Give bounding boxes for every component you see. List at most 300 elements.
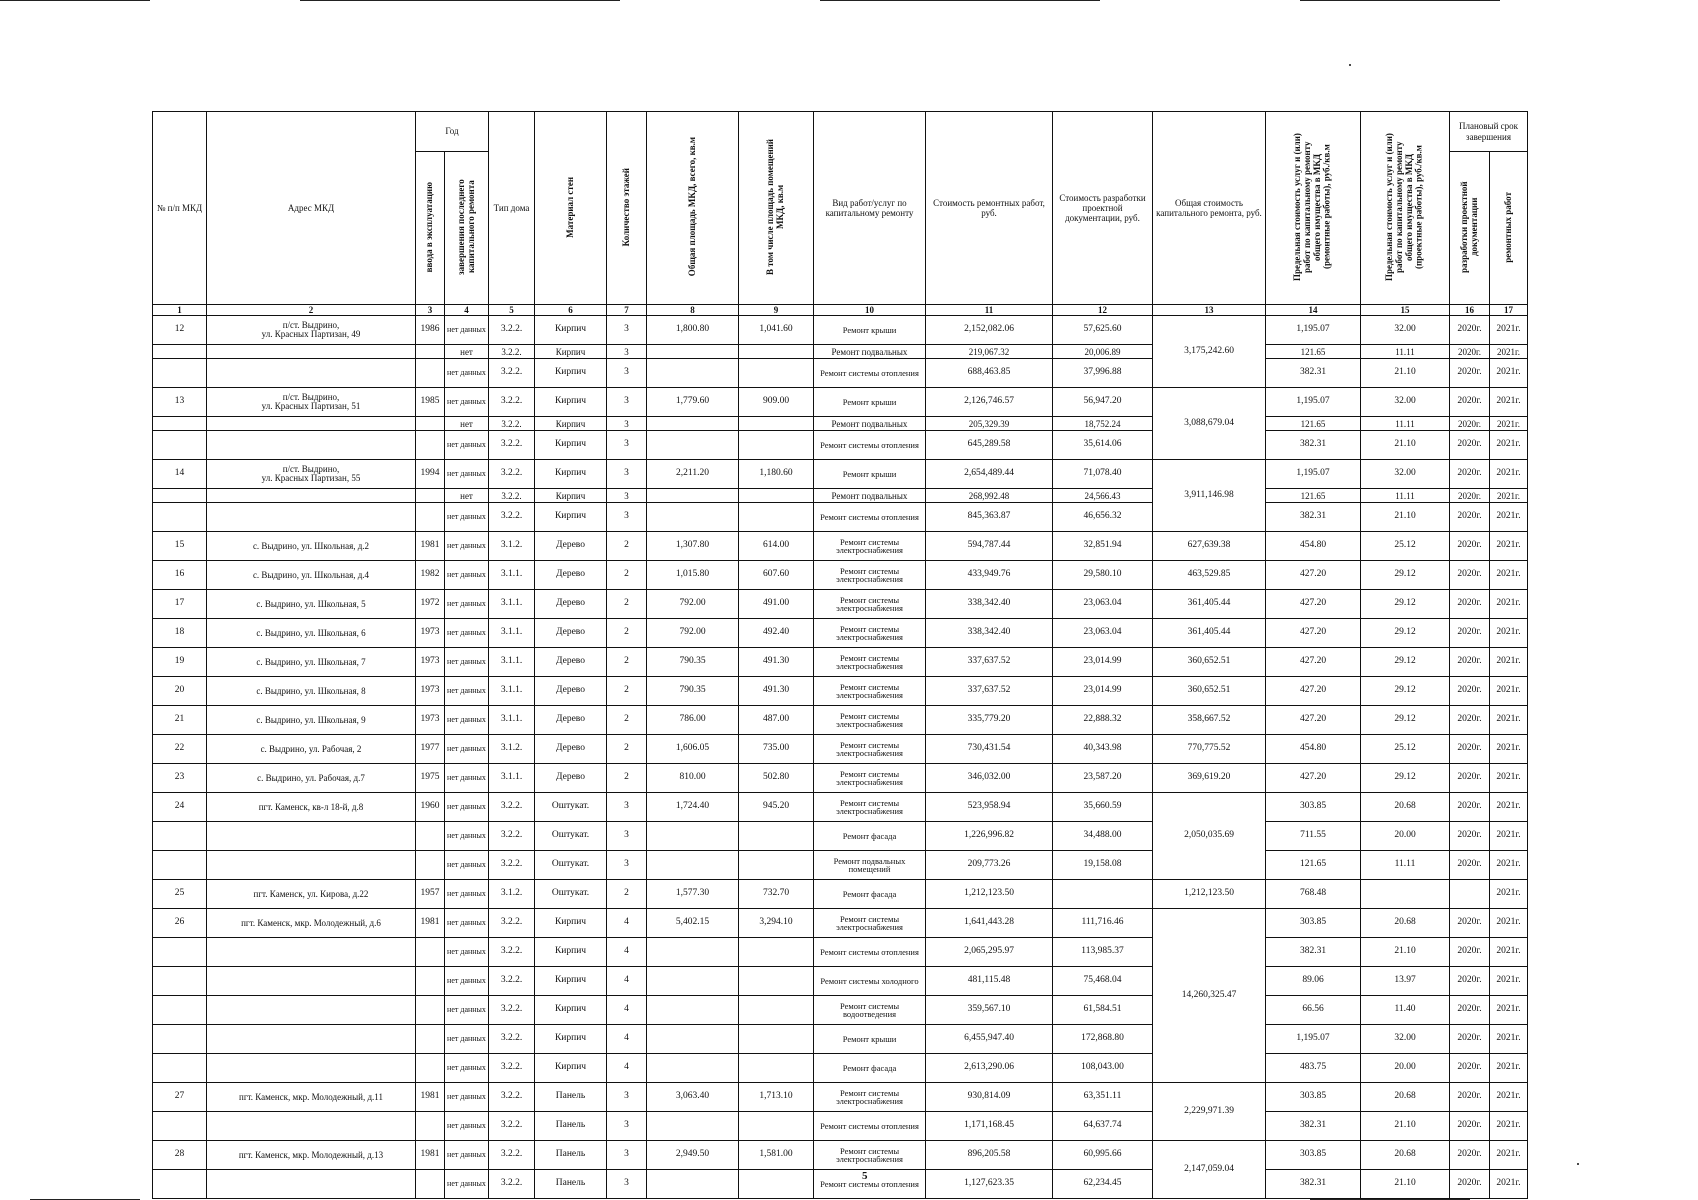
header-limit-repair [1266, 112, 1361, 305]
cell-total-area: 790.35 [647, 677, 739, 706]
cell-premises-area: 614.00 [739, 532, 814, 561]
cell-address: пгт. Каменск, кв-л 18-й, д.8 [207, 793, 416, 822]
cell-design-cost: 23,014.99 [1053, 677, 1153, 706]
cell-floors: 3 [607, 489, 647, 503]
cell-wall-material: Кирпич [535, 359, 607, 388]
column-number-cell: 4 [445, 305, 489, 316]
cell-house-type: 3.2.2. [489, 822, 535, 851]
cell-year-commission: 1973 [416, 677, 445, 706]
cell-address: пгт. Каменск, ул. Кирова, д.22 [207, 880, 416, 909]
cell-house-number [153, 431, 207, 460]
cell-deadline-repair: 2021г. [1490, 851, 1528, 880]
table-row [153, 417, 1528, 431]
cell-limit-repair: 382.31 [1266, 1170, 1361, 1199]
cell-work-type: Ремонт системы отопления [814, 359, 926, 388]
cell-house-type: 3.2.2. [489, 417, 535, 431]
cell-limit-repair: 768.48 [1266, 880, 1361, 909]
cell-year-last-repair: нет данных [445, 793, 489, 822]
cell-house-type: 3.2.2. [489, 1112, 535, 1141]
cell-design-cost: 23,014.99 [1053, 648, 1153, 677]
cell-floors: 2 [607, 532, 647, 561]
cell-work-type: Ремонт фасада [814, 822, 926, 851]
cell-wall-material: Оштукат. [535, 880, 607, 909]
cell-address [207, 1170, 416, 1199]
header-limit-design-text: Предельная стоимость услуг и (или) работ по капитальному ремонту общего имущества в МКД (проектные работы), руб./кв.м [1384, 133, 1424, 281]
cell-total-cost: 360,652.51 [1153, 677, 1266, 706]
cell-premises-area: 491.30 [739, 648, 814, 677]
cell-repair-cost: 2,126,746.57 [926, 388, 1053, 417]
cell-deadline-design: 2020г. [1450, 909, 1490, 938]
cell-total-area: 2,211.20 [647, 460, 739, 489]
cell-total-cost: 361,405.44 [1153, 619, 1266, 648]
cell-total-area: 1,779.60 [647, 388, 739, 417]
cell-limit-repair: 454.80 [1266, 532, 1361, 561]
cell-premises-area: 607.60 [739, 561, 814, 590]
cell-address: с. Выдрино, ул. Школьная, 6 [207, 619, 416, 648]
cell-limit-design: 32.00 [1361, 388, 1450, 417]
cell-premises-area: 735.00 [739, 735, 814, 764]
table-row [153, 764, 1528, 793]
cell-design-cost: 35,660.59 [1053, 793, 1153, 822]
cell-premises-area: 487.00 [739, 706, 814, 735]
cell-deadline-repair: 2021г. [1490, 316, 1528, 345]
cell-limit-repair: 1,195.07 [1266, 1025, 1361, 1054]
cell-work-type: Ремонт фасада [814, 1054, 926, 1083]
cell-total-area [647, 503, 739, 532]
cell-house-number: 28 [153, 1141, 207, 1170]
cell-deadline-design: 2020г. [1450, 851, 1490, 880]
cell-house-type: 3.1.1. [489, 677, 535, 706]
cell-year-last-repair: нет данных [445, 909, 489, 938]
cell-floors: 3 [607, 388, 647, 417]
cell-total-cost: 2,229,971.39 [1153, 1083, 1266, 1141]
cell-floors: 3 [607, 431, 647, 460]
cell-limit-repair: 382.31 [1266, 1112, 1361, 1141]
cell-wall-material: Кирпич [535, 345, 607, 359]
cell-house-type: 3.2.2. [489, 851, 535, 880]
cell-deadline-design: 2020г. [1450, 359, 1490, 388]
header-premises-area [739, 112, 814, 305]
cell-repair-cost: 730,431.54 [926, 735, 1053, 764]
cell-year-commission [416, 1112, 445, 1141]
cell-floors: 3 [607, 851, 647, 880]
cell-total-area [647, 851, 739, 880]
cell-total-area: 3,063.40 [647, 1083, 739, 1112]
column-number-cell: 16 [1450, 305, 1490, 316]
cell-address: с. Выдрино, ул. Школьная, 5 [207, 590, 416, 619]
cell-limit-design: 20.68 [1361, 1083, 1450, 1112]
cell-work-type: Ремонт крыши [814, 388, 926, 417]
cell-total-cost: 358,667.52 [1153, 706, 1266, 735]
cell-address: с. Выдрино, ул. Школьная, д.2 [207, 532, 416, 561]
cell-house-type: 3.1.2. [489, 880, 535, 909]
cell-design-cost: 32,851.94 [1053, 532, 1153, 561]
cell-year-commission [416, 489, 445, 503]
cell-floors: 3 [607, 460, 647, 489]
cell-repair-cost: 1,641,443.28 [926, 909, 1053, 938]
column-number-row [153, 305, 1528, 316]
cell-deadline-repair: 2021г. [1490, 1141, 1528, 1170]
cell-design-cost: 71,078.40 [1053, 460, 1153, 489]
cell-year-commission [416, 822, 445, 851]
cell-repair-cost: 523,958.94 [926, 793, 1053, 822]
table-row [153, 388, 1528, 417]
cell-design-cost: 64,637.74 [1053, 1112, 1153, 1141]
scan-edge-rule [300, 0, 620, 1]
cell-year-commission [416, 967, 445, 996]
cell-floors: 2 [607, 677, 647, 706]
cell-house-type: 3.1.2. [489, 735, 535, 764]
cell-house-type: 3.2.2. [489, 996, 535, 1025]
table-row [153, 996, 1528, 1025]
cell-address [207, 431, 416, 460]
cell-address [207, 1054, 416, 1083]
cell-house-type: 3.2.2. [489, 938, 535, 967]
cell-repair-cost: 1,127,623.35 [926, 1170, 1053, 1199]
cell-deadline-design: 2020г. [1450, 316, 1490, 345]
cell-work-type: Ремонт фасада [814, 880, 926, 909]
cell-deadline-repair: 2021г. [1490, 1112, 1528, 1141]
cell-limit-repair: 303.85 [1266, 793, 1361, 822]
cell-wall-material: Дерево [535, 735, 607, 764]
cell-limit-design [1361, 880, 1450, 909]
cell-limit-design: 11.40 [1361, 996, 1450, 1025]
cell-limit-repair: 303.85 [1266, 1083, 1361, 1112]
cell-year-last-repair: нет данных [445, 822, 489, 851]
cell-repair-cost: 433,949.76 [926, 561, 1053, 590]
cell-total-cost: 770,775.52 [1153, 735, 1266, 764]
table-row [153, 1054, 1528, 1083]
cell-address: с. Выдрино, ул. Школьная, д.4 [207, 561, 416, 590]
cell-repair-cost: 2,654,489.44 [926, 460, 1053, 489]
cell-work-type: Ремонт системы отопления [814, 1170, 926, 1199]
cell-design-cost: 19,158.08 [1053, 851, 1153, 880]
cell-limit-design: 21.10 [1361, 938, 1450, 967]
cell-design-cost: 172,868.80 [1053, 1025, 1153, 1054]
cell-deadline-design: 2020г. [1450, 460, 1490, 489]
table-row [153, 532, 1528, 561]
column-number-cell: 1 [153, 305, 207, 316]
header-repair-cost: Стоимость ремонтных работ, руб. [926, 112, 1053, 305]
cell-design-cost: 22,888.32 [1053, 706, 1153, 735]
cell-limit-repair: 427.20 [1266, 677, 1361, 706]
cell-year-commission [416, 851, 445, 880]
table-row [153, 1141, 1528, 1170]
cell-total-area [647, 489, 739, 503]
cell-limit-repair: 454.80 [1266, 735, 1361, 764]
cell-premises-area: 491.00 [739, 590, 814, 619]
cell-deadline-design: 2020г. [1450, 1112, 1490, 1141]
cell-limit-design: 29.12 [1361, 648, 1450, 677]
cell-house-number [153, 489, 207, 503]
cell-repair-cost: 1,212,123.50 [926, 880, 1053, 909]
cell-wall-material: Дерево [535, 590, 607, 619]
cell-limit-design: 25.12 [1361, 735, 1450, 764]
cell-year-last-repair: нет данных [445, 503, 489, 532]
cell-repair-cost: 359,567.10 [926, 996, 1053, 1025]
cell-design-cost: 46,656.32 [1053, 503, 1153, 532]
cell-year-last-repair: нет данных [445, 1112, 489, 1141]
cell-wall-material: Кирпич [535, 967, 607, 996]
cell-premises-area: 945.20 [739, 793, 814, 822]
cell-premises-area [739, 417, 814, 431]
table-header-row [153, 112, 1528, 152]
cell-work-type: Ремонт системы отопления [814, 431, 926, 460]
cell-design-cost: 24,566.43 [1053, 489, 1153, 503]
cell-year-last-repair: нет данных [445, 648, 489, 677]
cell-total-area: 2,949.50 [647, 1141, 739, 1170]
cell-work-type: Ремонт системы электроснабжения [814, 1141, 926, 1170]
cell-deadline-repair: 2021г. [1490, 388, 1528, 417]
cell-wall-material: Кирпич [535, 996, 607, 1025]
cell-house-number [153, 345, 207, 359]
cell-premises-area: 909.00 [739, 388, 814, 417]
header-deadline-design [1450, 152, 1490, 305]
cell-year-last-repair: нет данных [445, 431, 489, 460]
cell-limit-repair: 427.20 [1266, 619, 1361, 648]
cell-deadline-design: 2020г. [1450, 561, 1490, 590]
header-year-group: Год [416, 112, 489, 152]
cell-year-last-repair: нет данных [445, 460, 489, 489]
cell-year-last-repair: нет данных [445, 1170, 489, 1199]
cell-repair-cost: 337,637.52 [926, 648, 1053, 677]
cell-deadline-repair: 2021г. [1490, 1170, 1528, 1199]
cell-limit-design: 20.68 [1361, 1141, 1450, 1170]
cell-floors: 3 [607, 1141, 647, 1170]
cell-year-last-repair: нет данных [445, 677, 489, 706]
header-deadline-group: Плановый срок завершения [1450, 112, 1528, 152]
cell-house-number [153, 1170, 207, 1199]
table-row [153, 316, 1528, 345]
cell-total-area: 1,307.80 [647, 532, 739, 561]
cell-address: с. Выдрино, ул. Школьная, 9 [207, 706, 416, 735]
cell-house-type: 3.2.2. [489, 345, 535, 359]
cell-floors: 3 [607, 345, 647, 359]
cell-design-cost: 23,587.20 [1053, 764, 1153, 793]
scan-speck [1349, 64, 1351, 66]
header-house-type: Тип дома [489, 112, 535, 305]
cell-limit-design: 32.00 [1361, 1025, 1450, 1054]
cell-total-area [647, 996, 739, 1025]
table-row [153, 851, 1528, 880]
cell-work-type: Ремонт системы электроснабжения [814, 619, 926, 648]
cell-deadline-repair: 2021г. [1490, 793, 1528, 822]
cell-deadline-design: 2020г. [1450, 822, 1490, 851]
cell-floors: 2 [607, 590, 647, 619]
cell-deadline-design: 2020г. [1450, 619, 1490, 648]
table-row [153, 1025, 1528, 1054]
cell-deadline-repair: 2021г. [1490, 619, 1528, 648]
cell-year-commission [416, 417, 445, 431]
cell-design-cost: 111,716.46 [1053, 909, 1153, 938]
cell-total-cost: 3,911,146.98 [1153, 460, 1266, 532]
cell-repair-cost: 2,613,290.06 [926, 1054, 1053, 1083]
cell-house-number [153, 822, 207, 851]
cell-design-cost: 34,488.00 [1053, 822, 1153, 851]
cell-limit-repair: 303.85 [1266, 909, 1361, 938]
cell-total-cost: 3,175,242.60 [1153, 316, 1266, 388]
cell-deadline-design [1450, 880, 1490, 909]
cell-house-number: 14 [153, 460, 207, 489]
cell-floors: 4 [607, 1025, 647, 1054]
cell-house-type: 3.2.2. [489, 431, 535, 460]
cell-deadline-design: 2020г. [1450, 996, 1490, 1025]
cell-address: пгт. Каменск, мкр. Молодежный, д.13 [207, 1141, 416, 1170]
table-row [153, 460, 1528, 489]
table-row [153, 677, 1528, 706]
cell-total-area: 792.00 [647, 590, 739, 619]
cell-wall-material: Дерево [535, 561, 607, 590]
cell-house-type: 3.2.2. [489, 316, 535, 345]
cell-repair-cost: 6,455,947.40 [926, 1025, 1053, 1054]
cell-year-last-repair: нет данных [445, 1083, 489, 1112]
cell-address: п/ст. Выдрино, ул. Красных Партизан, 51 [207, 388, 416, 417]
cell-deadline-design: 2020г. [1450, 1083, 1490, 1112]
cell-total-cost: 2,147,059.04 [1153, 1141, 1266, 1199]
cell-repair-cost: 209,773.26 [926, 851, 1053, 880]
header-no: № п/п МКД [153, 112, 207, 305]
cell-total-area [647, 417, 739, 431]
cell-total-area [647, 1054, 739, 1083]
cell-total-area [647, 431, 739, 460]
cell-deadline-repair: 2021г. [1490, 417, 1528, 431]
cell-limit-repair: 427.20 [1266, 706, 1361, 735]
cell-premises-area: 491.30 [739, 677, 814, 706]
cell-floors: 3 [607, 1112, 647, 1141]
cell-deadline-repair: 2021г. [1490, 489, 1528, 503]
column-number-cell: 7 [607, 305, 647, 316]
cell-address [207, 345, 416, 359]
cell-house-number: 23 [153, 764, 207, 793]
cell-house-number: 13 [153, 388, 207, 417]
header-wall-material [535, 112, 607, 305]
cell-year-commission [416, 1170, 445, 1199]
table-row [153, 706, 1528, 735]
cell-address [207, 967, 416, 996]
cell-address [207, 938, 416, 967]
cell-premises-area [739, 431, 814, 460]
cell-total-area [647, 359, 739, 388]
cell-work-type: Ремонт системы электроснабжения [814, 677, 926, 706]
cell-total-area [647, 1112, 739, 1141]
cell-floors: 4 [607, 996, 647, 1025]
header-limit-repair-text: Предельная стоимость услуг и (или) работ по капитальному ремонту общего имущества в МКД (ремонтные работы), руб./кв.м [1292, 133, 1332, 281]
cell-year-commission: 1994 [416, 460, 445, 489]
cell-floors: 3 [607, 793, 647, 822]
cell-total-cost: 3,088,679.04 [1153, 388, 1266, 460]
cell-limit-repair: 427.20 [1266, 561, 1361, 590]
cell-house-type: 3.2.2. [489, 503, 535, 532]
cell-deadline-repair: 2021г. [1490, 909, 1528, 938]
cell-limit-design: 20.00 [1361, 1054, 1450, 1083]
cell-repair-cost: 338,342.40 [926, 619, 1053, 648]
cell-year-last-repair: нет данных [445, 735, 489, 764]
cell-deadline-repair: 2021г. [1490, 967, 1528, 996]
cell-total-area: 786.00 [647, 706, 739, 735]
cell-year-last-repair: нет данных [445, 764, 489, 793]
column-number-cell: 8 [647, 305, 739, 316]
cell-premises-area: 732.70 [739, 880, 814, 909]
cell-floors: 3 [607, 1170, 647, 1199]
cell-year-commission: 1973 [416, 619, 445, 648]
cell-year-last-repair: нет данных [445, 532, 489, 561]
cell-repair-cost: 1,171,168.45 [926, 1112, 1053, 1141]
column-number-cell: 15 [1361, 305, 1450, 316]
column-number-cell: 6 [535, 305, 607, 316]
header-floors [607, 112, 647, 305]
cell-work-type: Ремонт системы холодного [814, 967, 926, 996]
cell-floors: 4 [607, 909, 647, 938]
cell-house-number: 17 [153, 590, 207, 619]
cell-total-area: 790.35 [647, 648, 739, 677]
cell-limit-repair: 427.20 [1266, 590, 1361, 619]
cell-total-area [647, 822, 739, 851]
cell-wall-material: Кирпич [535, 909, 607, 938]
cell-design-cost: 108,043.00 [1053, 1054, 1153, 1083]
cell-house-number: 19 [153, 648, 207, 677]
cell-premises-area [739, 1112, 814, 1141]
cell-house-number: 18 [153, 619, 207, 648]
cell-work-type: Ремонт системы электроснабжения [814, 764, 926, 793]
cell-premises-area [739, 996, 814, 1025]
cell-year-commission: 1975 [416, 764, 445, 793]
header-floors-text: Количество этажей [620, 167, 631, 247]
cell-design-cost: 57,625.60 [1053, 316, 1153, 345]
header-year-last-repair-text: завершения последнего капитального ремонта [455, 179, 476, 275]
cell-limit-design: 29.12 [1361, 706, 1450, 735]
cell-address [207, 489, 416, 503]
column-number-cell: 5 [489, 305, 535, 316]
cell-limit-repair: 1,195.07 [1266, 388, 1361, 417]
cell-year-last-repair: нет данных [445, 388, 489, 417]
cell-deadline-design: 2020г. [1450, 1170, 1490, 1199]
cell-year-last-repair: нет данных [445, 590, 489, 619]
cell-repair-cost: 337,637.52 [926, 677, 1053, 706]
cell-year-commission: 1981 [416, 532, 445, 561]
cell-limit-design: 21.10 [1361, 1112, 1450, 1141]
cell-year-last-repair: нет данных [445, 851, 489, 880]
cell-deadline-design: 2020г. [1450, 417, 1490, 431]
cell-design-cost: 20,006.89 [1053, 345, 1153, 359]
header-year-commission-text: ввода в эксплуатацию [424, 181, 435, 273]
header-design-cost: Стоимость разработки проектной документации, руб. [1053, 112, 1153, 305]
cell-design-cost: 40,343.98 [1053, 735, 1153, 764]
table-row [153, 909, 1528, 938]
cell-premises-area [739, 967, 814, 996]
cell-premises-area: 492.40 [739, 619, 814, 648]
cell-year-last-repair: нет данных [445, 619, 489, 648]
cell-limit-repair: 89.06 [1266, 967, 1361, 996]
cell-year-last-repair: нет данных [445, 561, 489, 590]
cell-floors: 3 [607, 1083, 647, 1112]
table-row [153, 648, 1528, 677]
cell-design-cost [1053, 880, 1153, 909]
cell-premises-area [739, 503, 814, 532]
cell-total-area [647, 967, 739, 996]
cell-total-area: 1,800.80 [647, 316, 739, 345]
cell-repair-cost: 845,363.87 [926, 503, 1053, 532]
cell-wall-material: Кирпич [535, 417, 607, 431]
cell-total-cost: 627,639.38 [1153, 532, 1266, 561]
cell-repair-cost: 338,342.40 [926, 590, 1053, 619]
column-number-cell: 9 [739, 305, 814, 316]
cell-deadline-design: 2020г. [1450, 735, 1490, 764]
cell-year-commission: 1981 [416, 1141, 445, 1170]
cell-deadline-repair: 2021г. [1490, 1025, 1528, 1054]
cell-limit-design: 13.97 [1361, 967, 1450, 996]
cell-limit-design: 11.11 [1361, 489, 1450, 503]
cell-limit-design: 21.10 [1361, 359, 1450, 388]
